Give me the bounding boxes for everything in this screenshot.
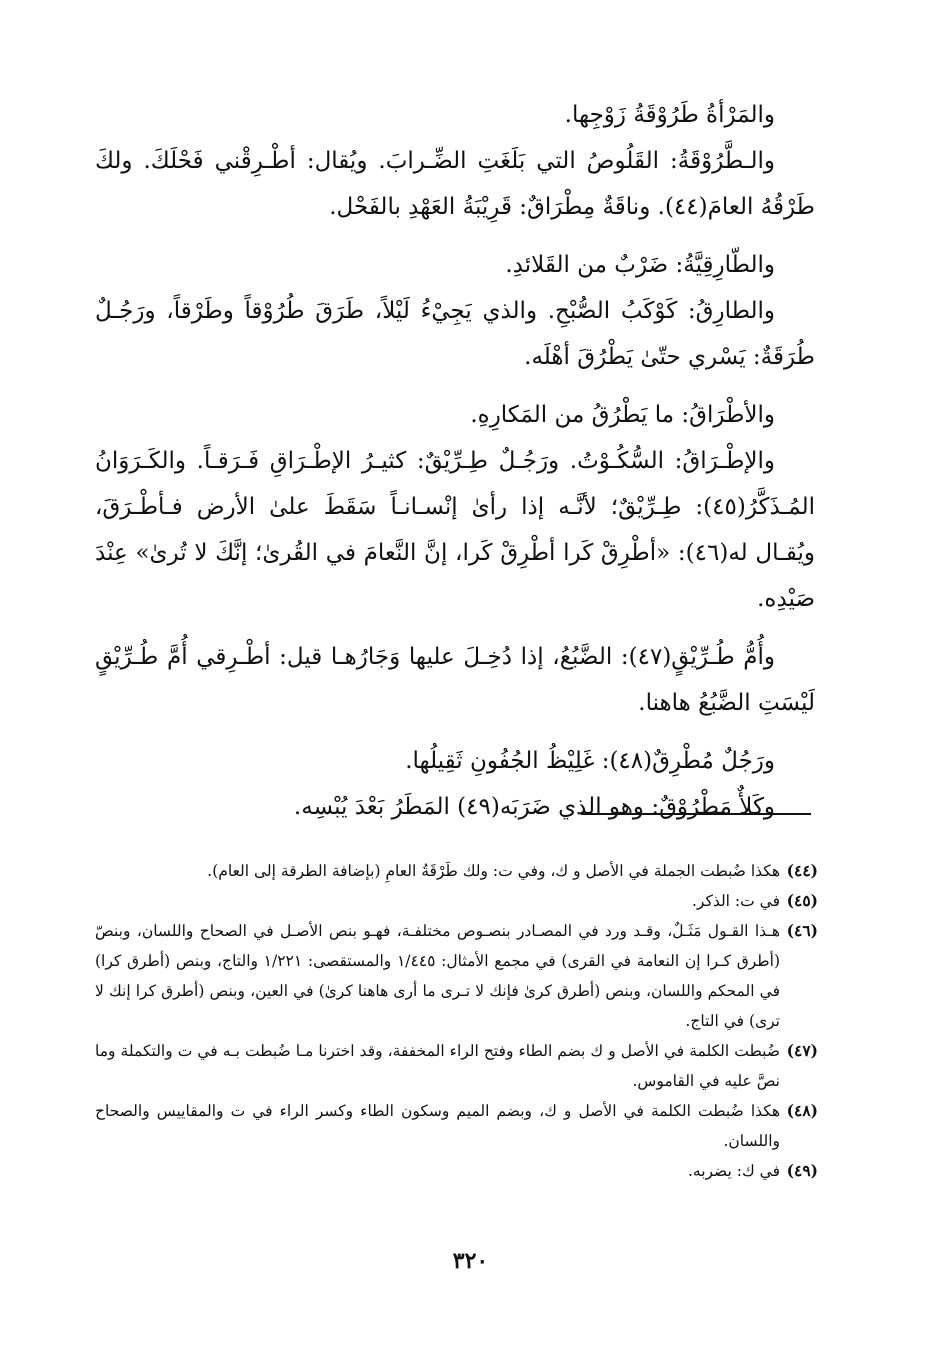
paragraph: والمَرْأةُ طَرُوْقَةُ زَوْجِها. xyxy=(564,102,775,128)
footnote-number: (٤٩) xyxy=(786,1161,818,1180)
footnote-44 xyxy=(95,856,818,886)
page-number: ٣٢٠ xyxy=(452,1248,489,1274)
footnote-divider xyxy=(581,813,811,815)
footnote-number: (٤٧) xyxy=(786,1041,818,1060)
footnote-number: (٤٤) xyxy=(786,861,818,880)
main-text xyxy=(95,92,815,830)
footnote-45 xyxy=(95,886,818,916)
footnote-number: (٤٥) xyxy=(786,891,818,910)
paragraph: وكَلأٌ مَطْرُوْقٌ: وهو الذي ضَرَبَه(٤٩) المَطَرُ بَعْدَ يُبْسِه. xyxy=(293,794,775,820)
footnote-number: (٤٨) xyxy=(786,1101,818,1120)
paragraph: والإطْـرَاقُ: السُّكُـوْتُ. ورَجُـلٌ طِـرِّيْقٌ: كثيـرُ الإطْـرَاقِ فَـرَقـاً. والكَـرَوَانُ المُـذَكَّرُ(٤٥): طِـرِّيْقٌ؛ لأنَّـه إذا رأىٰ إنْسـانـاً سَقَطَ علىٰ الأرض فـأطْـرَقَ، ويُقـال له(٤٦): «أطْرِقْ كَرا أطْرِقْ كَرا، إنَّ النَّعامَ في القُرىٰ؛ إنَّكَ لا تُرىٰ» عِنْدَ صَيْدِه. xyxy=(95,448,815,612)
paragraph: والطارِقُ: كَوْكَبُ الصُّبْحِ. والذي يَجِيْءُ لَيْلاً، طَرَقَ طُرُوْقاً وطَرْقاً، ورَجُـلٌ طُرَقَةٌ: يَسْري حتّىٰ يَطْرُقَ أهْلَه. xyxy=(95,298,815,370)
footnote-48 xyxy=(95,1096,818,1156)
paragraph: والـطَّرُوْقَةُ: القَلُوصُ التي بَلَغَتِ الضِّـرابَ. ويُقال: أطْـرِقْني فَحْلَكَ. ولكَ طَرْقُهُ العامَ(٤٤). وناقَةٌ مِطْرَاقٌ: قَرِيْبَةُ العَهْدِ بالفَحْل. xyxy=(95,148,815,220)
footnote-text: في ك: يضربه. xyxy=(687,1162,780,1180)
footnote-number: (٤٦) xyxy=(786,921,818,940)
footnote-text: هكذا ضُبطت الكلمة في الأصل و ك، وبضم الميم وسكون الطاء وكسر الراء في ت والمقاييس والصحاح واللسان. xyxy=(95,1102,780,1150)
footnote-text: في ت: الذكر. xyxy=(691,892,780,910)
paragraph: وأُمُّ طُـرِّيْقٍ(٤٧): الضَّبُعُ، إذا دُخِـلَ عليها وَجَارُهـا قيل: أطْـرِقي أُمَّ طُـرِّيْقٍ لَيْسَتِ الضَّبُعُ هاهنا. xyxy=(95,644,815,716)
footnote-49 xyxy=(95,1156,818,1186)
paragraph: ورَجُلٌ مُطْرِقٌ(٤٨): غَلِيْظُ الجُفُونِ ثَقِيلُها. xyxy=(405,748,775,774)
footnote-text: هـذا القـول مَثَـلٌ، وقـد ورد في المصـادر بنصـوص مختلفـة، فهـو بنص الأصـل في الصحاح واللسان، وبنصّ (أطرق كـرا إن النعامة في القرى) في مجمع الأمثال: ١/٤٤٥ والمستقصى: ١/٢٢١ والتاج، وبنص (أطرق كرا) في المحكم واللسان، وبنص (أطرق كرىٰ فإنك لا تـرى ما أرى هاهنا كرىٰ) في العين، وبنص (أطرق كرا إنك لا ترى) في التاج. xyxy=(95,922,780,1030)
footnote-text: هكذا ضُبطت الجملة في الأصل و ك، وفي ت: ولك طَرْقَةُ العامِ (بإضافة الطرقة إلى العام). xyxy=(207,862,780,880)
footnote-47 xyxy=(95,1036,818,1096)
paragraph: والأطْرَاقُ: ما يَطْرُقُ من المَكارِهِ. xyxy=(470,402,775,428)
paragraph: والطّارِقِيَّةُ: ضَرْبٌ من القَلائدِ. xyxy=(505,252,775,278)
footnote-46 xyxy=(95,916,818,1036)
footnote-text: ضُبطت الكلمة في الأصل و ك بضم الطاء وفتح الراء المخففة، وقد اخترنا مـا ضُبطت بـه في ت والتكملة وما نصَّ عليه في القاموس. xyxy=(95,1042,780,1090)
footnotes xyxy=(95,856,818,1186)
